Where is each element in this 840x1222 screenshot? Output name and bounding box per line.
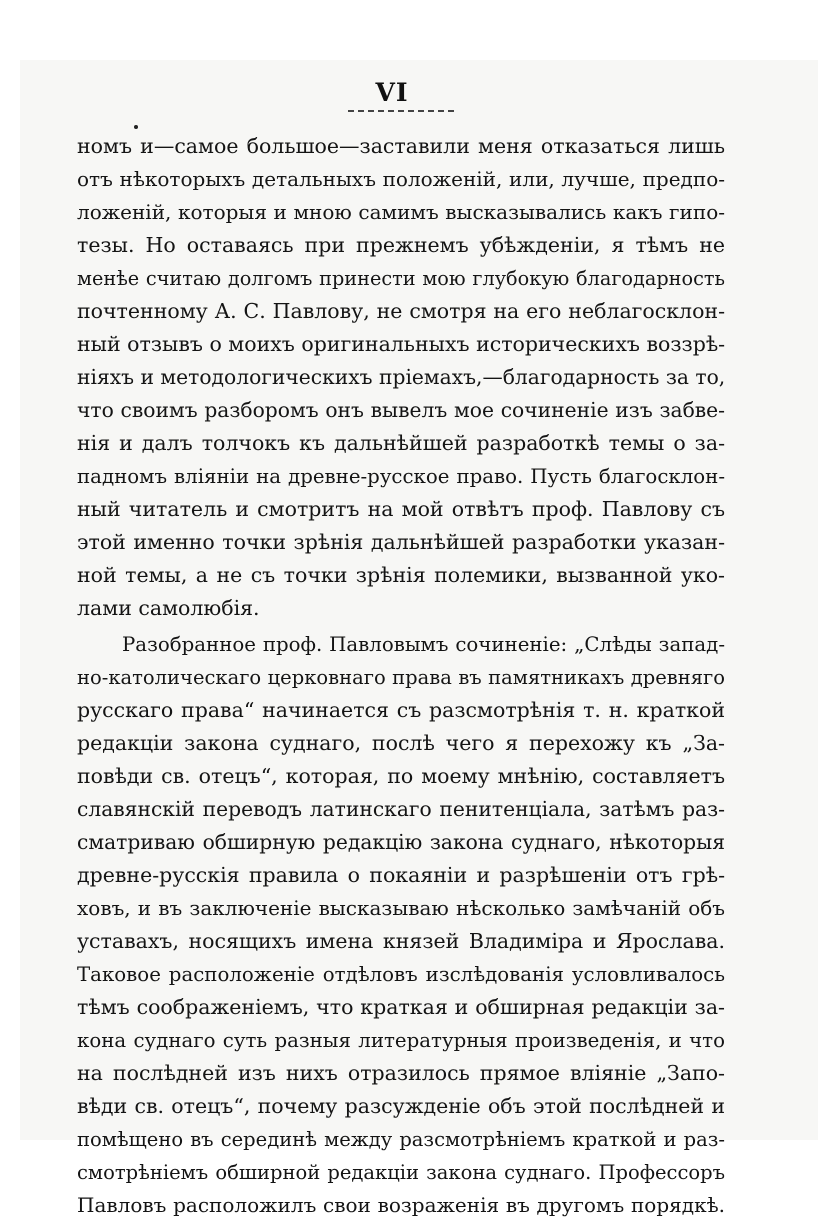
text-line: повѣди св. отецъ“, которая, по моему мнѣнію, составляетъ [77, 764, 725, 788]
text-line: но-католическаго церковнаго права въ памятникахъ древняго [77, 666, 725, 689]
text-line: славянскій переводъ латинскаго пенитенціала, затѣмъ раз- [77, 797, 725, 821]
text-line: Павловъ расположилъ свои возраженія въ другомъ порядкѣ. [77, 1193, 725, 1217]
text-line: Таковое расположеніе отдѣловъ изслѣдованія условливалось [77, 963, 725, 986]
text-line: сматриваю обширную редакцію закона суднаго, нѣкоторыя [77, 830, 725, 854]
ink-speck [134, 125, 138, 129]
text-line: менѣе считаю долгомъ принести мою глубокую благодарность [77, 267, 725, 290]
text-line: номъ и—самое большое—заставили меня отказаться лишь [77, 134, 725, 158]
text-line: древне-русскія правила о покаяніи и разрѣшеніи отъ грѣ- [77, 863, 725, 887]
text-line: что своимъ разборомъ онъ вывелъ мое сочиненіе изъ забве- [77, 398, 725, 422]
text-line: ной темы, а не съ точки зрѣнія полемики, вызванной уко- [77, 563, 725, 587]
paragraph-2 [77, 628, 725, 1222]
text-line: ховъ, и въ заключеніе высказываю нѣсколько замѣчаній объ [77, 896, 725, 920]
text-line: уставахъ, носящихъ имена князей Владиміра и Ярослава. [77, 929, 725, 953]
text-line: нія и далъ толчокъ къ дальнѣйшей разработкѣ темы о за- [77, 431, 725, 455]
text-line: почтенному А. С. Павлову, не смотря на его неблагосклон- [77, 299, 725, 323]
text-line: ный отзывъ о моихъ оригинальныхъ историческихъ воззрѣ- [77, 332, 726, 356]
text-line: тѣмъ соображеніемъ, что краткая и обширная редакціи за- [77, 995, 725, 1019]
text-line: ный читатель и смотритъ на мой отвѣтъ проф. Павлову съ [77, 497, 725, 521]
text-line: Разобранное проф. Павловымъ сочиненіе: „Слѣды запад- [122, 633, 725, 656]
text-line: ложеній, которыя и мною самимъ высказывались какъ гипо- [77, 200, 725, 224]
text-line: этой именно точки зрѣнія дальнѣйшей разработки указан- [77, 530, 725, 554]
page-header [0, 78, 840, 107]
body-text [77, 130, 725, 1222]
text-line: отъ нѣкоторыхъ детальныхъ положеній, или, лучше, предпо- [77, 167, 725, 191]
text-line: падномъ вліяніи на древне-русское право. Пусть благосклон- [77, 465, 725, 488]
text-line: кона суднаго суть разныя литературныя произведенія, и что [77, 1029, 725, 1052]
text-line: вѣди св. отецъ“, почему разсужденіе объ этой послѣдней и [77, 1094, 725, 1118]
text-line: смотрѣніемъ обширной редакціи закона суднаго. Профессоръ [77, 1161, 725, 1184]
page-number: VI [375, 78, 409, 107]
text-line: лами самолюбія. [77, 596, 260, 620]
paragraph-1 [77, 130, 725, 625]
text-line: на послѣдней изъ нихъ отразилось прямое вліяніе „Запо- [77, 1061, 725, 1085]
text-line: помѣщено въ серединѣ между разсмотрѣніемъ краткой и раз- [77, 1128, 725, 1151]
text-line: русскаго права“ начинается съ разсмотрѣнія т. н. краткой [77, 698, 725, 722]
text-line: редакціи закона суднаго, послѣ чего я перехожу къ „За- [77, 731, 725, 755]
header-rule [348, 110, 454, 112]
text-line: тезы. Но оставаясь при прежнемъ убѣжденіи, я тѣмъ не [77, 233, 725, 257]
text-line: ніяхъ и методологическихъ пріемахъ,—благодарность за то, [77, 365, 726, 389]
